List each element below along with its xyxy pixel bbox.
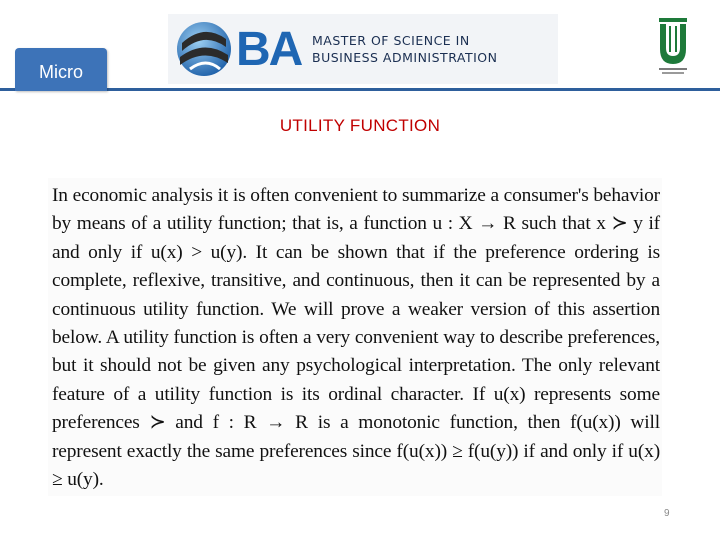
logo-line-2: BUSINESS ADMINISTRATION [312, 50, 498, 65]
header-rule [0, 88, 720, 91]
section-tab-label: Micro [39, 62, 83, 82]
section-tab[interactable] [15, 48, 107, 91]
logo-mark: BA [236, 23, 302, 76]
logo-text [312, 32, 497, 66]
page-title: UTILITY FUNCTION [279, 116, 441, 135]
university-crest-icon [657, 18, 689, 78]
page-number: 9 [664, 508, 670, 519]
body-paragraph: In economic analysis it is often convenient to summarize a consumer's behavior by means of a utility function; that is, a function u : X → R such that x ≻ y if and only if u(x) > u(y). It can be shown that if the preference ordering is complete, reflexive, transitive, and continuous, then it can be represented by a continuous utility function. We will prove a weaker version of this assertion below. A utility function is often a very convenient way to describe preferences, but it should not be given any psychological interpretation. The only relevant feature of a utility function is its ordinal character. If u(x) represents some preferences ≻ and f : R → R is a monotonic function, then f(u(x)) will represent exactly the same preferences since f(u(x)) ≥ f(u(y)) if and only if u(x) ≥ u(y). [52, 185, 660, 491]
globe-icon [172, 17, 236, 81]
logo-line-1: MASTER OF SCIENCE IN [312, 33, 470, 48]
mba-logo [168, 14, 558, 84]
